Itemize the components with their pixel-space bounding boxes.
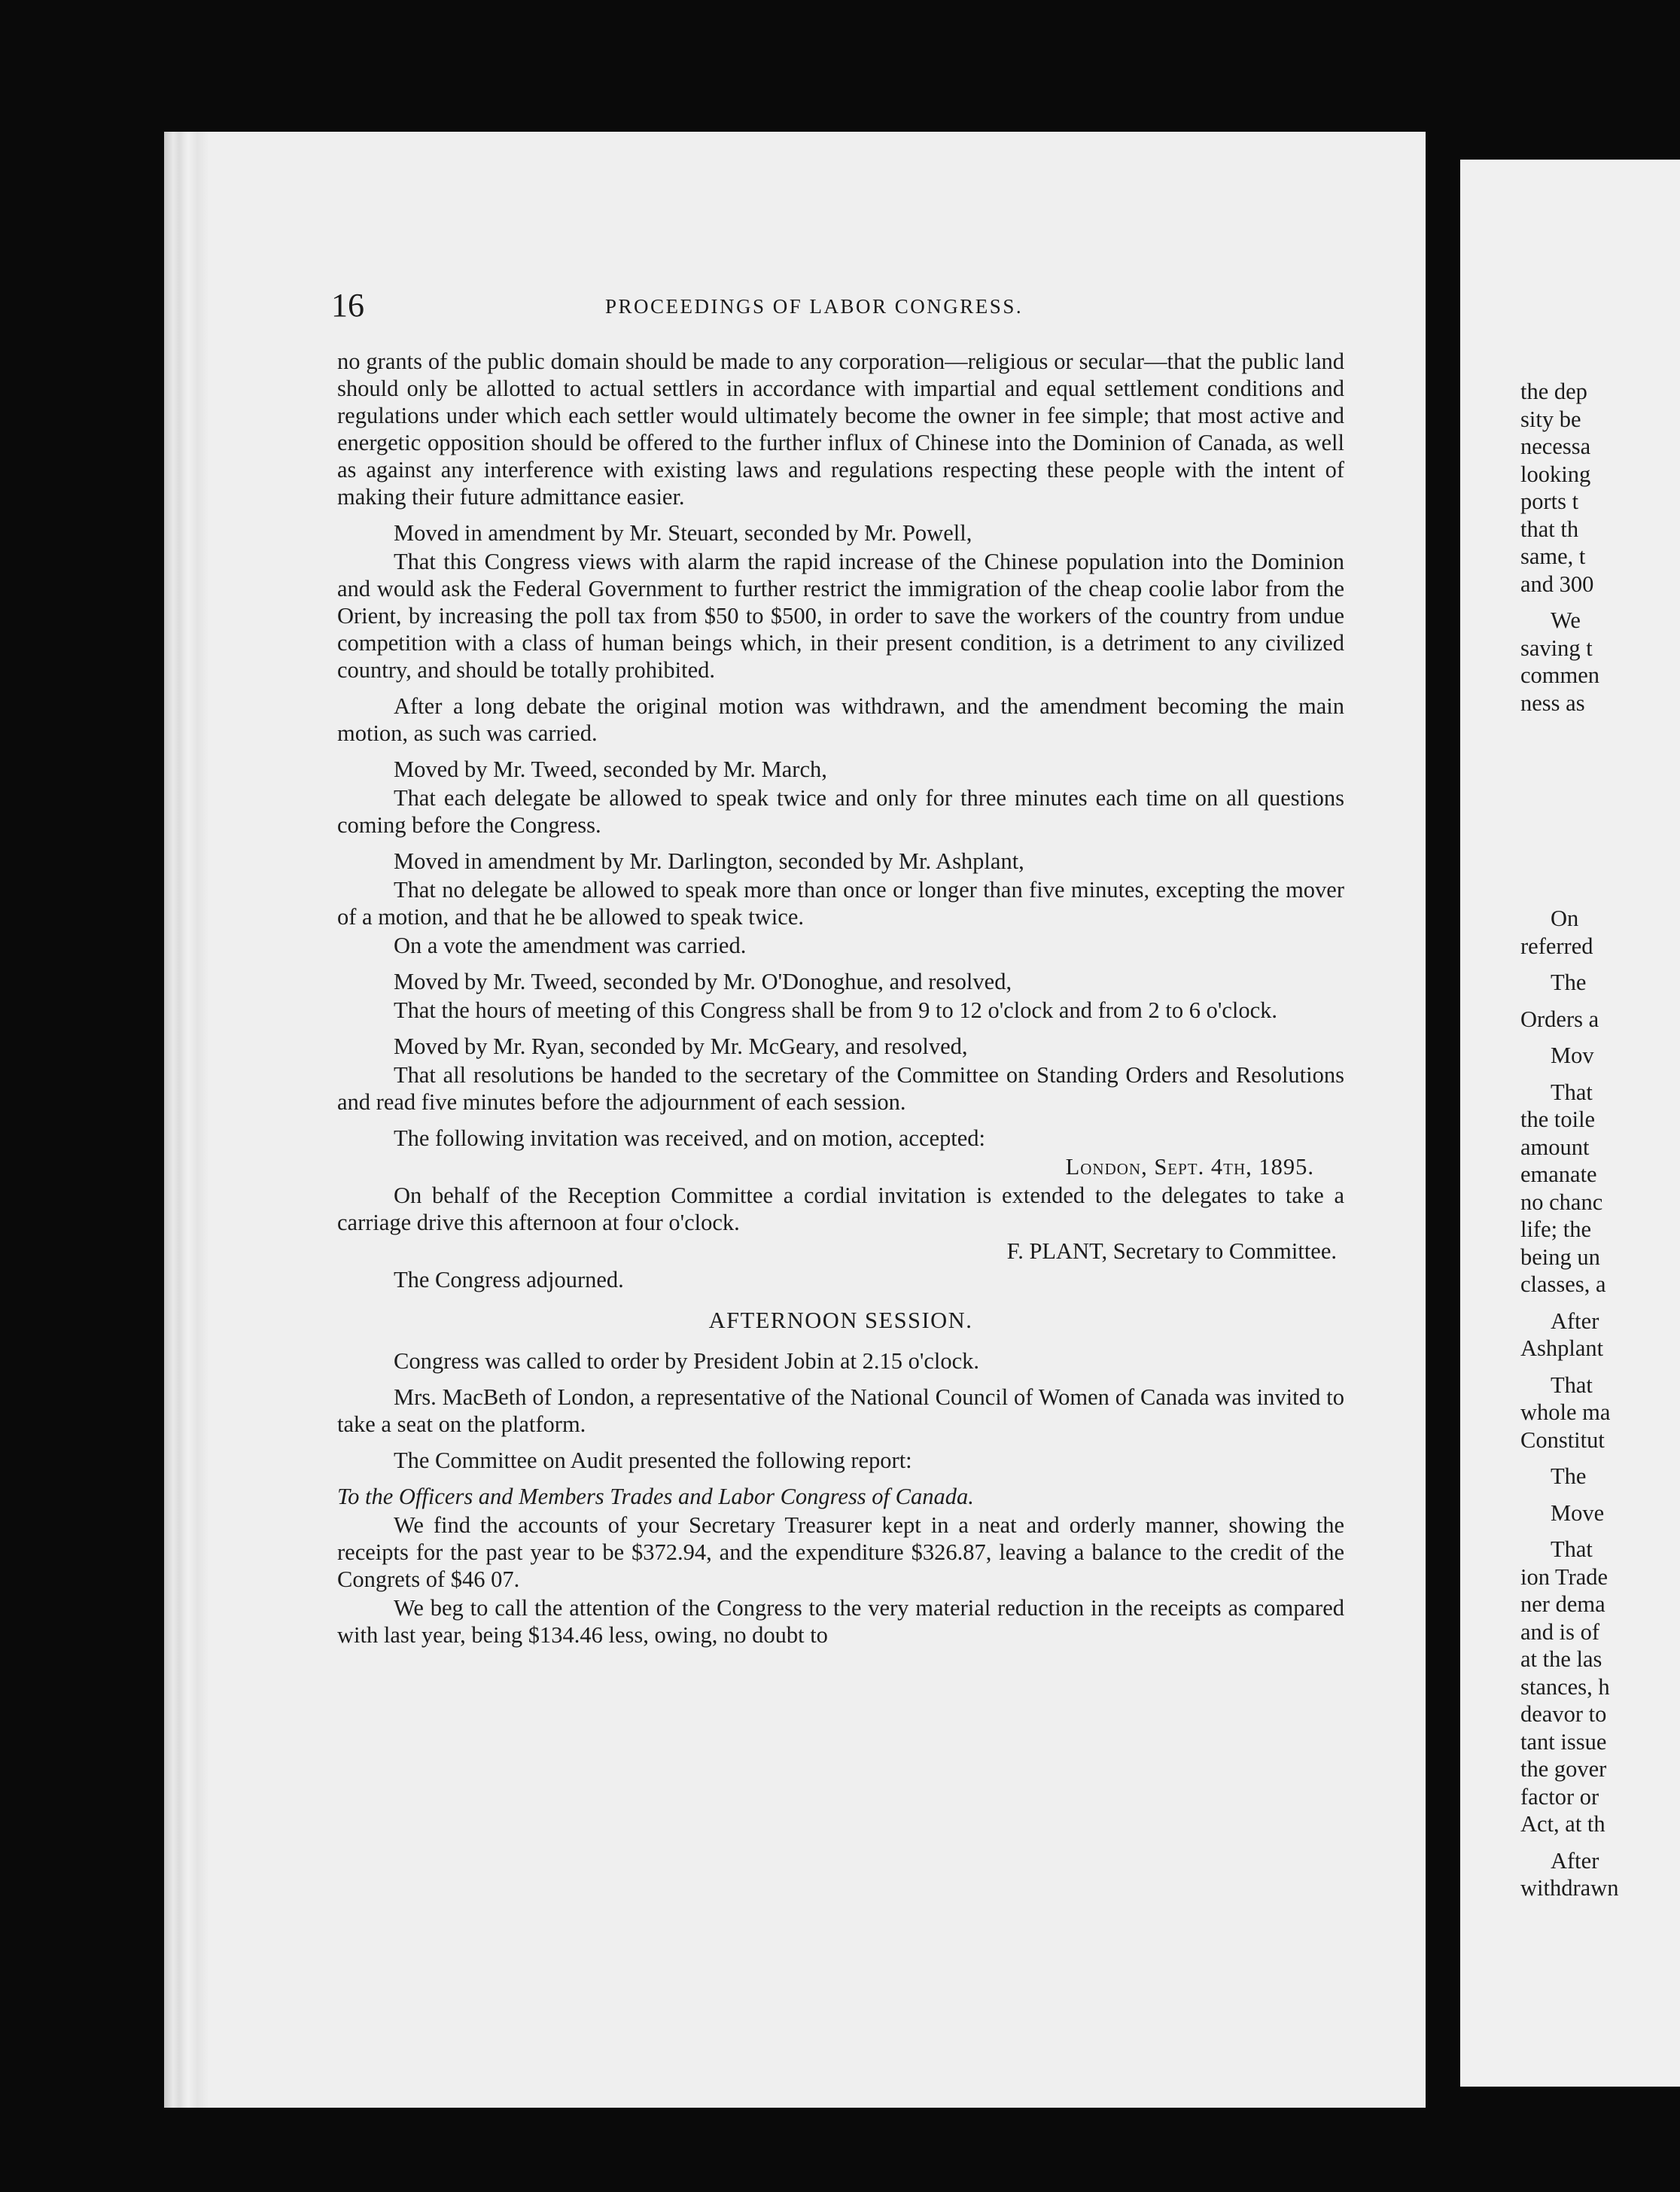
text-fragment: saving t [1520,635,1593,661]
text-fragment: and 300 [1520,571,1594,597]
text-fragment: After [1551,1308,1599,1334]
text-fragment: stances, h [1520,1673,1610,1700]
text-fragment: ports t [1520,489,1579,514]
text-fragment: That [1551,1372,1593,1398]
right-page [1460,160,1680,2087]
text-fragment: commen [1520,662,1600,688]
text-fragment: ion Trade [1520,1563,1608,1590]
text-fragment: That [1551,1079,1593,1105]
text-fragment: necessa [1520,434,1591,459]
text-fragment: factor or [1520,1783,1599,1810]
text-fragment: tant issue [1520,1728,1607,1755]
text-fragment: the dep [1520,379,1587,404]
text-fragment: being un [1520,1244,1600,1270]
signature-line: F. PLANT, Secretary to Committee. [1006,1238,1337,1264]
text-fragment: Ashplant [1520,1335,1604,1361]
paragraph: That the hours of meeting of this Congress shall be from 9 to 12 o'clock and from 2 to 6 o'clock. [394,997,1277,1023]
text-fragment: no chanc [1520,1189,1603,1215]
text-fragment: ner dema [1520,1591,1605,1617]
paragraph: That this Congress views with alarm the rapid increase of the Chinese population into the Dominion and would ask the Federal Government to further restrict the immigration of the cheap coolie labor from the Orient, by increasing the poll tax from $50 to $500, in order to save the workers of the country from undue competition with a class of human beings which, in their present condition, is a detriment to any civilized country, and should be totally prohibited. [337,549,1344,683]
paragraph: After a long debate the original motion was withdrawn, and the amendment becoming the main motion, as such was carried. [337,693,1344,746]
text-fragment: The [1551,1463,1587,1489]
paragraph: Moved by Mr. Tweed, seconded by Mr. March, [394,757,827,782]
text-fragment: emanate [1520,1161,1597,1187]
text-fragment: deavor to [1520,1701,1607,1727]
section-heading: AFTERNOON SESSION. [708,1308,973,1333]
text-fragment: The [1551,970,1587,995]
text-fragment: and is of [1520,1618,1600,1645]
text-fragment: Act, at th [1520,1811,1605,1837]
dateline [337,1153,1314,1180]
paragraph: Moved in amendment by Mr. Darlington, seconded by Mr. Ashplant, [394,848,1024,874]
paragraph: Moved by Mr. Ryan, seconded by Mr. McGeary, and resolved, [394,1034,968,1059]
report-addressee: To the Officers and Members Trades and Labor Congress of Canada. [337,1484,974,1509]
dateline-text: London, Sept. 4th, 1895. [1065,1154,1314,1180]
paragraph: Mrs. MacBeth of London, a representative of the National Council of Women of Canada was invited to take a seat on the platform. [337,1384,1344,1437]
text-fragment: On [1551,906,1579,931]
text-fragment: Constitut [1520,1426,1605,1453]
text-fragment: withdrawn [1520,1875,1619,1901]
text-fragment: referred [1520,933,1593,959]
paragraph: We beg to call the attention of the Congress to the very material reduction in the receipts as compared with last year, being $134.46 less, owing, no doubt to [337,1595,1344,1648]
text-fragment: that th [1520,516,1579,542]
paragraph: Moved by Mr. Tweed, seconded by Mr. O'Donoghue, and resolved, [394,969,1012,994]
paragraph: On behalf of the Reception Committee a cordial invitation is extended to the delegates to take a carriage drive this afternoon at four o'clock. [337,1183,1344,1235]
paragraph: The following invitation was received, and on motion, accepted: [394,1125,985,1151]
text-fragment: sity be [1520,406,1581,432]
text-fragment: ness as [1520,690,1585,716]
paragraph: We find the accounts of your Secretary Treasurer kept in a neat and orderly manner, showing the receipts for the past year to be $372.94, and the expenditure $326.87, leaving a balance to the credit of the Congrets of $46 07. [337,1512,1344,1592]
text-fragment: Mov [1551,1043,1594,1068]
right-page-text [1520,378,1680,1902]
text-fragment: at the las [1520,1646,1602,1672]
paragraph: That no delegate be allowed to speak more than once or longer than five minutes, excepting the mover of a motion, and that he be allowed to speak twice. [337,877,1344,930]
text-fragment: the gover [1520,1756,1607,1782]
page-header [331,286,1377,331]
text-fragment: amount [1520,1134,1590,1160]
paragraph: no grants of the public domain should be made to any corporation—religious or secular—that the public land should only be allotted to actual settlers in accordance with impartial and equal settlement conditions and regulations under which each settler would ultimately become the owner in fee simple; that most active and energetic opposition should be offered to the further influx of Chinese into the Dominion of Canada, as well as against any interference with existing laws and regulations respecting these people with the intent of making their future admittance easier. [337,349,1344,510]
body-text [337,348,1344,1650]
text-fragment: That [1551,1536,1593,1562]
text-fragment: classes, a [1520,1271,1606,1297]
page-gutter [164,132,209,2108]
text-fragment: the toile [1520,1107,1596,1132]
text-fragment: Orders a [1520,1006,1599,1032]
text-fragment: Move [1551,1499,1605,1526]
page-number: 16 [331,287,364,324]
paragraph: That all resolutions be handed to the secretary of the Committee on Standing Orders and Resolutions and read five minutes before the adjournment of each session. [337,1062,1344,1115]
text-fragment: same, t [1520,543,1586,569]
paragraph: Moved in amendment by Mr. Steuart, seconded by Mr. Powell, [394,520,972,546]
text-fragment: After [1551,1847,1599,1874]
paragraph: On a vote the amendment was carried. [394,933,747,958]
text-fragment: We [1551,607,1581,633]
paragraph: The Committee on Audit presented the following report: [394,1448,912,1473]
text-fragment: whole ma [1520,1399,1611,1425]
paragraph: The Congress adjourned. [394,1267,624,1292]
text-fragment: looking [1520,461,1591,487]
paragraph: Congress was called to order by President Jobin at 2.15 o'clock. [394,1348,980,1374]
text-fragment: life; the [1520,1216,1592,1242]
paragraph: That each delegate be allowed to speak twice and only for three minutes each time on all questions coming before the Congress. [337,785,1344,838]
running-title: PROCEEDINGS OF LABOR CONGRESS. [605,295,1024,318]
